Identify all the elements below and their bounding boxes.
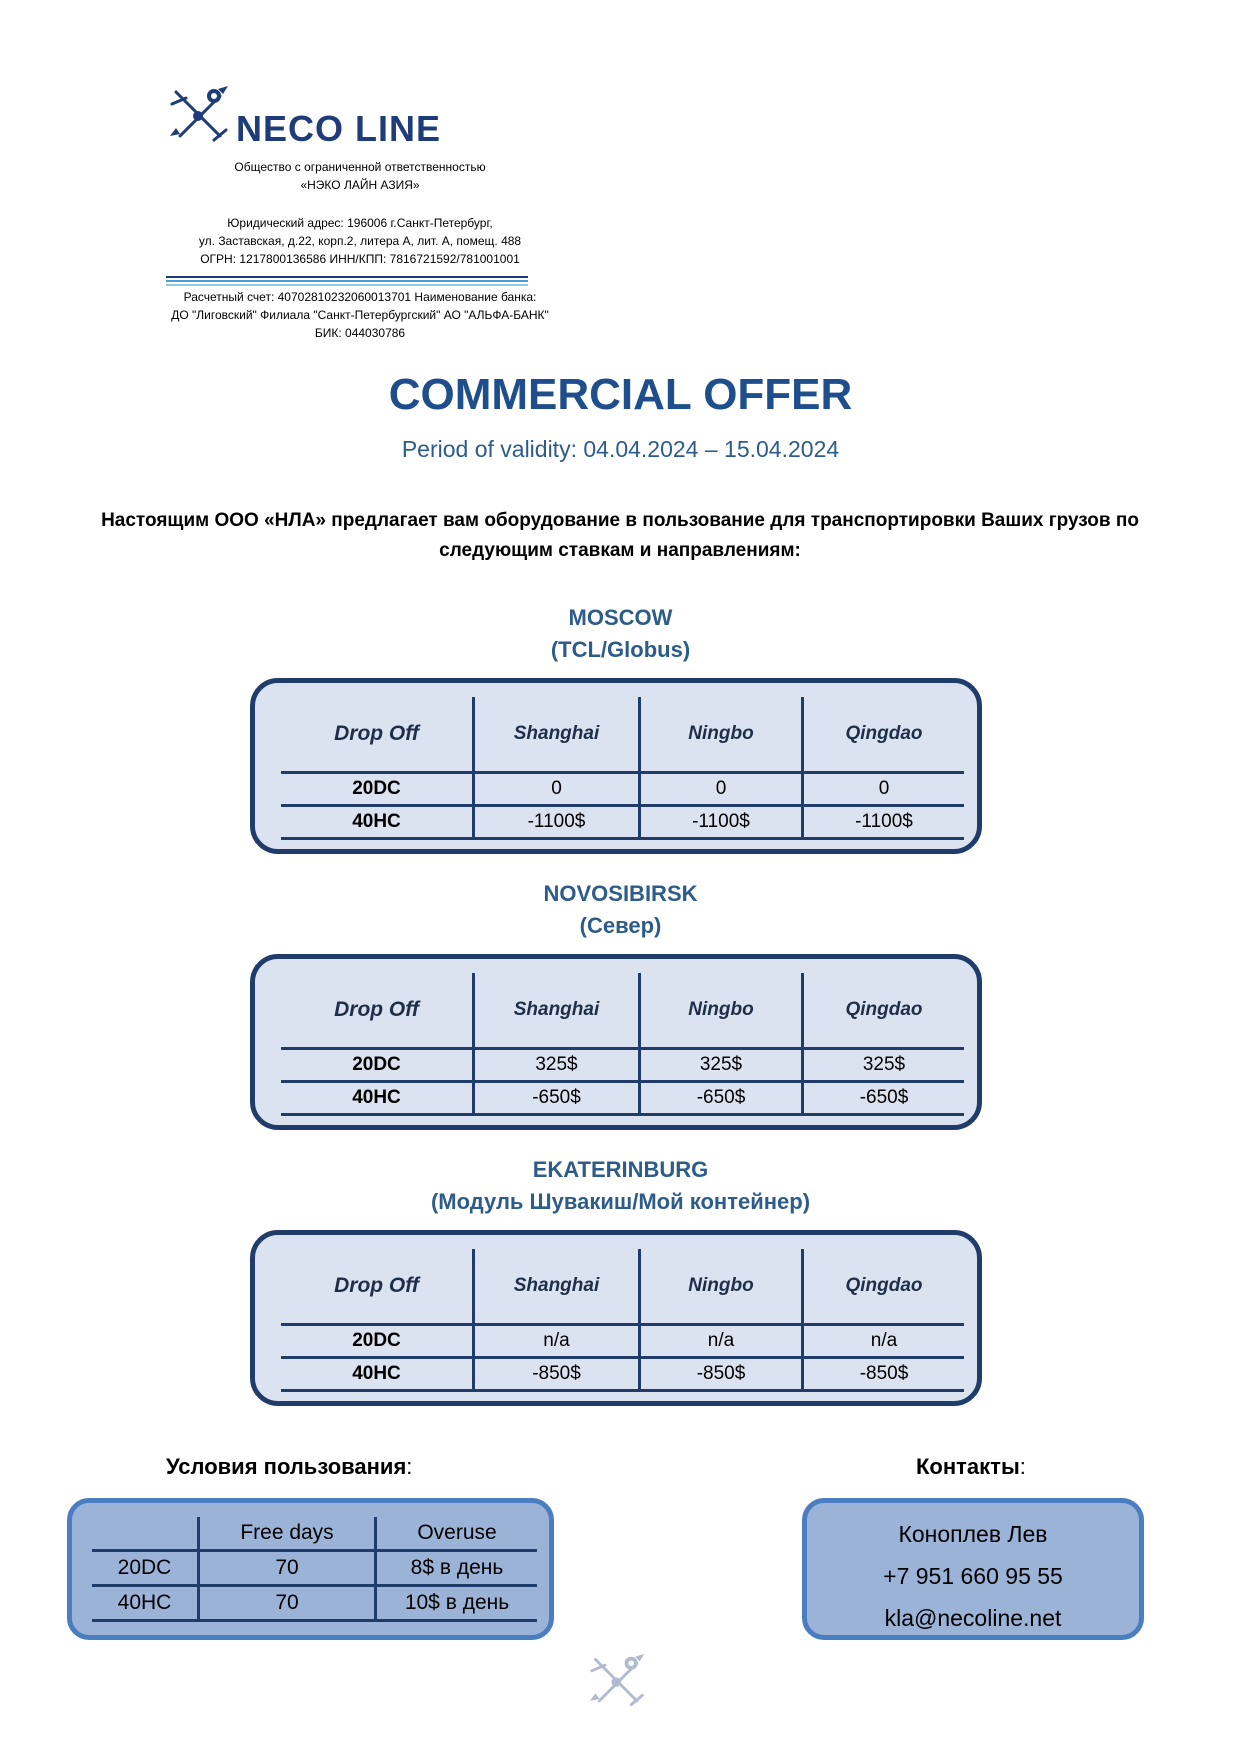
rate-cell: -850$	[803, 1358, 965, 1391]
header-cell: Drop Off	[334, 722, 419, 745]
section-novosibirsk-title	[0, 878, 1241, 942]
header-cell: Drop Off	[334, 1274, 419, 1297]
bank-details	[120, 288, 600, 342]
header-cell: Drop Off	[334, 998, 419, 1021]
rate-cell: -650$	[803, 1082, 965, 1115]
city-name: NOVOSIBIRSK	[543, 881, 698, 906]
terms-cell: 70	[199, 1551, 376, 1586]
bank-line: БИК: 044030786	[314, 326, 406, 340]
rate-cell: n/a	[803, 1325, 965, 1358]
city-name: EKATERINBURG	[532, 1157, 709, 1182]
rate-panel-moscow	[250, 678, 982, 854]
header-cell: Shanghai	[474, 973, 640, 1049]
terms-box	[67, 1498, 554, 1640]
rate-cell: 325$	[640, 1049, 803, 1082]
terms-cell: 70	[199, 1586, 376, 1621]
section-ekaterinburg-title	[0, 1154, 1241, 1218]
section-moscow-title	[0, 602, 1241, 666]
table-row	[281, 806, 964, 839]
terminal-name: (Север)	[579, 913, 662, 938]
rate-cell: 325$	[803, 1049, 965, 1082]
intro-text: Настоящим ООО «НЛА» предлагает вам оборудование в пользование для транспортировки Ваших грузов по следующим ставкам и направлениям:	[101, 510, 1139, 561]
bank-line: ДО "Лиговский" Филиала "Санкт-Петербургский" АО "АЛЬФА-БАНК"	[171, 308, 549, 322]
rate-cell: n/a	[640, 1325, 803, 1358]
header-cell: Qingdao	[803, 697, 965, 773]
header-cell: Ningbo	[640, 1249, 803, 1325]
rate-cell: n/a	[474, 1325, 640, 1358]
contacts-heading-colon: :	[1019, 1454, 1026, 1479]
rate-cell: -1100$	[474, 806, 640, 839]
contact-phone[interactable]: +7 951 660 95 55	[883, 1563, 1063, 1589]
company-logo	[168, 84, 508, 154]
terms-header-row	[92, 1517, 537, 1551]
terms-heading-text: Условия пользования	[166, 1454, 407, 1479]
terms-heading	[166, 1454, 412, 1480]
header-cell	[92, 1517, 199, 1551]
validity-period: Period of validity: 04.04.2024 – 15.04.2024	[401, 436, 840, 462]
terms-cell: 8$ в день	[376, 1551, 538, 1586]
company-line: Общество с ограниченной ответственностью	[234, 160, 486, 174]
rate-table	[281, 1249, 964, 1392]
contacts-heading	[916, 1454, 1026, 1480]
contacts-heading-text: Контакты	[916, 1454, 1020, 1479]
terms-cell: 40HC	[92, 1586, 199, 1621]
table-row	[281, 1325, 964, 1358]
rate-cell: -1100$	[803, 806, 965, 839]
table-row	[281, 1082, 964, 1115]
row-label: 20DC	[281, 1325, 474, 1358]
header-cell: Qingdao	[803, 1249, 965, 1325]
company-address	[120, 214, 600, 268]
row-label: 40HC	[281, 1082, 474, 1115]
rate-panel-ekaterinburg	[250, 1230, 982, 1406]
row-label: 20DC	[281, 1049, 474, 1082]
contacts-box	[802, 1498, 1144, 1640]
row-label: 40HC	[281, 806, 474, 839]
terms-heading-colon: :	[406, 1454, 413, 1479]
header-cell: Overuse	[376, 1517, 538, 1551]
contact-email[interactable]: kla@necoline.net	[884, 1605, 1062, 1631]
header-cell: Shanghai	[474, 1249, 640, 1325]
table-row	[281, 1358, 964, 1391]
header-cell: Qingdao	[803, 973, 965, 1049]
address-line: ул. Заставская, д.22, корп.2, литера А, лит. А, помещ. 488	[198, 234, 522, 248]
rate-panel-novosibirsk	[250, 954, 982, 1130]
header-cell: Free days	[199, 1517, 376, 1551]
rate-cell: -650$	[474, 1082, 640, 1115]
rate-table	[281, 973, 964, 1116]
city-name: MOSCOW	[568, 605, 673, 630]
rate-cell: -850$	[640, 1358, 803, 1391]
table-header-row	[281, 1249, 964, 1325]
table-row	[281, 1049, 964, 1082]
company-name	[120, 158, 600, 194]
table-row	[92, 1586, 537, 1621]
rate-cell: 0	[474, 773, 640, 806]
row-label: 20DC	[281, 773, 474, 806]
header-cell: Ningbo	[640, 697, 803, 773]
rate-table	[281, 697, 964, 840]
terms-table	[92, 1517, 537, 1622]
rate-cell: -850$	[474, 1358, 640, 1391]
page-title: COMMERCIAL OFFER	[388, 370, 853, 419]
table-row	[92, 1551, 537, 1586]
rate-cell: 325$	[474, 1049, 640, 1082]
address-line: ОГРН: 1217800136586 ИНН/КПП: 7816721592/781001001	[200, 252, 520, 266]
watermark-bird-logo-icon	[586, 1652, 652, 1714]
terms-cell: 20DC	[92, 1551, 199, 1586]
bank-line: Расчетный счет: 40702810232060013701 Наименование банка:	[183, 290, 537, 304]
terms-cell: 10$ в день	[376, 1586, 538, 1621]
table-header-row	[281, 973, 964, 1049]
table-header-row	[281, 697, 964, 773]
header-divider	[166, 276, 528, 288]
rate-cell: 0	[640, 773, 803, 806]
terminal-name: (TCL/Globus)	[550, 637, 691, 662]
row-label: 40HC	[281, 1358, 474, 1391]
terminal-name: (Модуль Шувакиш/Мой контейнер)	[430, 1189, 811, 1214]
rate-cell: -1100$	[640, 806, 803, 839]
header-cell: Ningbo	[640, 973, 803, 1049]
bird-logo-icon	[168, 84, 234, 150]
rate-cell: 0	[803, 773, 965, 806]
brand-name: NECO LINE	[236, 108, 442, 149]
rate-cell: -650$	[640, 1082, 803, 1115]
contact-name: Коноплев Лев	[898, 1521, 1048, 1547]
table-row	[281, 773, 964, 806]
address-line: Юридический адрес: 196006 г.Санкт-Петербург,	[227, 216, 493, 230]
header-cell: Shanghai	[474, 697, 640, 773]
company-line: «НЭКО ЛАЙН АЗИЯ»	[300, 178, 420, 192]
